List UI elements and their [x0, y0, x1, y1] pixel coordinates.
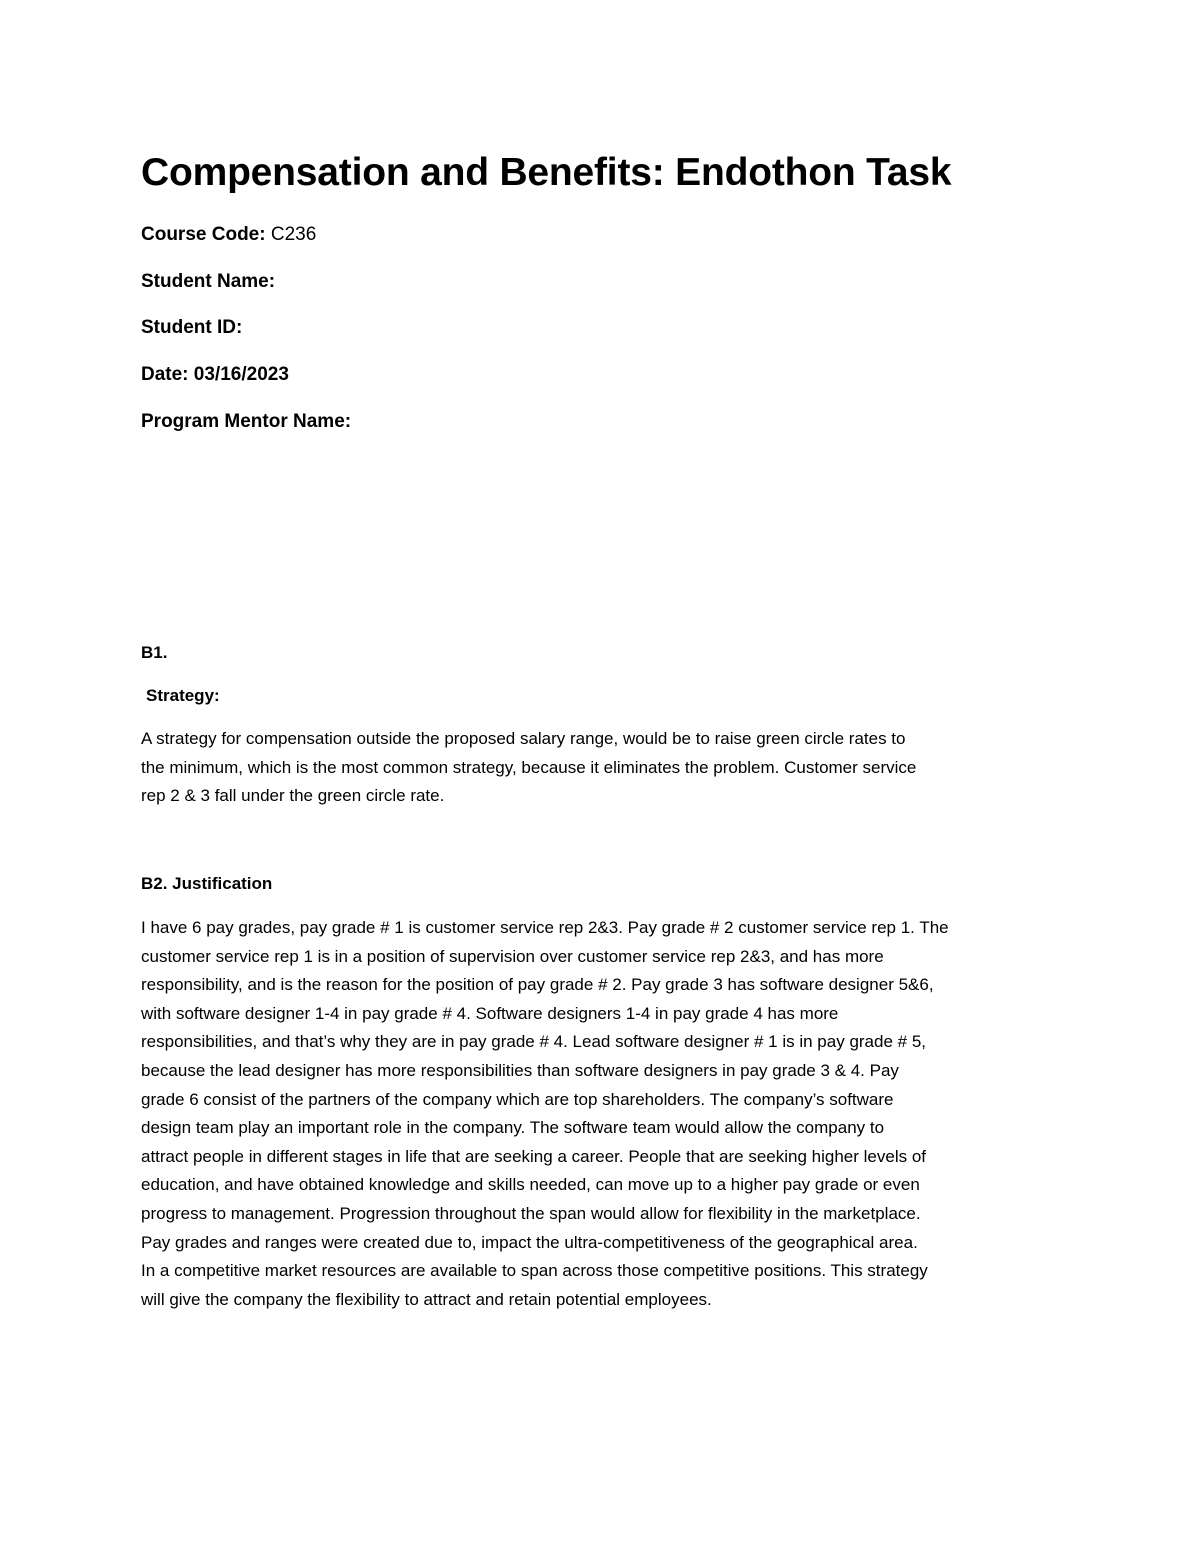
paragraph-line: will give the company the flexibility to attract and retain potential employees. — [141, 1289, 712, 1309]
mentor-name-label: Program Mentor Name: — [141, 411, 352, 432]
date-label: Date: — [141, 364, 189, 385]
section-b1-heading: B1. — [141, 643, 168, 662]
section-b2-paragraph — [141, 914, 1071, 1314]
document-title: Compensation and Benefits: Endothon Task — [141, 151, 952, 194]
paragraph-line: attract people in different stages in life that are seeking a career. People that are seeking higher levels of — [141, 1146, 927, 1166]
paragraph-line: design team play an important role in the company. The software team would allow the company to — [141, 1118, 885, 1138]
paragraph-line: A strategy for compensation outside the proposed salary range, would be to raise green circle rates to — [141, 729, 906, 748]
section-b1-subheading: Strategy: — [146, 686, 220, 705]
student-name-line — [141, 269, 275, 295]
date-line — [141, 362, 289, 388]
student-name-label: Student Name: — [141, 271, 276, 292]
paragraph-line: rep 2 & 3 fall under the green circle rate. — [141, 786, 445, 806]
section-b1-paragraph — [141, 725, 1071, 811]
paragraph-line: grade 6 consist of the partners of the company which are top shareholders. The company’s software — [141, 1089, 894, 1109]
paragraph-line: In a competitive market resources are available to span across those competitive positions. This strategy — [141, 1261, 928, 1281]
paragraph-line: responsibility, and is the reason for the position of pay grade # 2. Pay grade 3 has software designer 5&6, — [141, 975, 934, 995]
course-code-label: Course Code: — [141, 224, 266, 245]
course-code-value: C236 — [270, 224, 317, 245]
paragraph-line: Pay grades and ranges were created due to, impact the ultra-competitiveness of the geographical area. — [141, 1232, 918, 1252]
paragraph-line: because the lead designer has more responsibilities than software designers in pay grade 3 & 4. Pay — [141, 1060, 899, 1080]
mentor-name-line — [141, 409, 351, 435]
paragraph-line: I have 6 pay grades, pay grade # 1 is customer service rep 2&3. Pay grade # 2 customer service rep 1. The — [141, 918, 949, 937]
paragraph-line: customer service rep 1 is in a position of supervision over customer service rep 2&3, and has more — [141, 946, 884, 966]
paragraph-line: education, and have obtained knowledge and skills needed, can move up to a higher pay grade or even — [141, 1175, 920, 1195]
student-id-line — [141, 315, 242, 341]
paragraph-line: responsibilities, and that’s why they are in pay grade # 4. Lead software designer # 1 is in pay grade # 5, — [141, 1032, 926, 1052]
paragraph-line: with software designer 1-4 in pay grade # 4. Software designers 1-4 in pay grade 4 has more — [141, 1003, 839, 1023]
paragraph-line: the minimum, which is the most common strategy, because it eliminates the problem. Customer service — [141, 757, 917, 777]
student-id-label: Student ID: — [141, 317, 243, 338]
section-b2-heading: B2. Justification — [141, 874, 273, 893]
paragraph-line: progress to management. Progression throughout the span would allow for flexibility in the marketplace. — [141, 1203, 921, 1223]
course-code-line — [141, 222, 316, 248]
date-value: 03/16/2023 — [193, 364, 289, 385]
